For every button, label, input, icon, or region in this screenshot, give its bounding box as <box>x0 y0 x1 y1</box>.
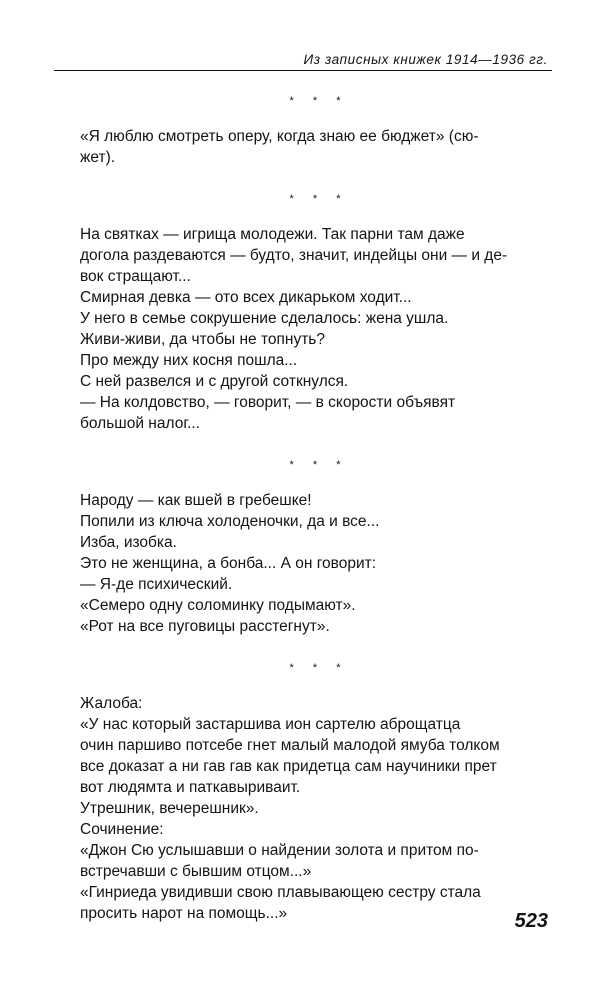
text-line: Народу — как вшей в гребешке! <box>80 492 312 509</box>
header-rule <box>54 70 552 71</box>
text-line: жет). <box>80 149 116 166</box>
text-line: Попили из ключа холоденочки, да и все... <box>80 513 380 530</box>
text-line: У него в семье сокрушение сделалось: жена ушла. <box>80 310 449 327</box>
text-line: Изба, изобка. <box>80 534 177 551</box>
text-line: «Джон Сю услышавши о найдении золота и притом по- <box>80 842 479 859</box>
section-separator: * * * <box>289 95 349 107</box>
section-separator: * * * <box>289 459 349 471</box>
text-line: С ней развелся и с другой соткнулся. <box>80 373 349 390</box>
text-line: Сочинение: <box>80 821 164 838</box>
text-line: встречавши с бывшим отцом...» <box>80 863 312 880</box>
text-line: Смирная девка — ото всех дикарьком ходит... <box>80 289 412 306</box>
section-3 <box>80 490 550 637</box>
text-line: Утрешник, вечерешник». <box>80 800 259 817</box>
section-1 <box>80 126 550 168</box>
text-line: просить нарот на помощь...» <box>80 905 288 922</box>
text-line: «Я люблю смотреть оперу, когда знаю ее бюджет» (сю- <box>80 128 479 145</box>
section-separator: * * * <box>289 662 349 674</box>
section-2 <box>80 224 550 434</box>
page-body <box>80 94 550 924</box>
text-line: очин паршиво потсебе гнет малый малодой ямуба толком <box>80 737 500 754</box>
text-line: большой налог... <box>80 415 200 432</box>
section-4 <box>80 693 550 924</box>
running-head: Из записных книжек 1914—1936 гг. <box>303 52 548 67</box>
page-number: 523 <box>514 910 548 932</box>
text-line: Живи-живи, да чтобы не топнуть? <box>80 331 326 348</box>
text-line: — Я-де психический. <box>80 576 233 593</box>
text-line: «Семеро одну соломинку подымают». <box>80 597 356 614</box>
text-line: «Рот на все пуговицы расстегнут». <box>80 618 330 635</box>
section-separator: * * * <box>289 193 349 205</box>
text-line: Про между них косня пошла... <box>80 352 298 369</box>
text-line: На святках — игрища молодежи. Так парни там даже <box>80 226 465 243</box>
text-line: догола раздеваются — будто, значит, индейцы они — и де- <box>80 247 508 264</box>
text-line: Жалоба: <box>80 695 143 712</box>
text-line: «У нас который застаршива ион сартелю аброщатца <box>80 716 461 733</box>
text-line: все доказат а ни гав гав как придетца сам научиники прет <box>80 758 497 775</box>
text-line: вок стращают... <box>80 268 191 285</box>
text-line: «Гинриеда увидивши свою плавывающею сестру стала <box>80 884 481 901</box>
text-line: — На колдовство, — говорит, — в скорости объявят <box>80 394 456 411</box>
text-line: вот людямта и паткавыриваит. <box>80 779 301 796</box>
text-line: Это не женщина, а бонба... А он говорит: <box>80 555 377 572</box>
